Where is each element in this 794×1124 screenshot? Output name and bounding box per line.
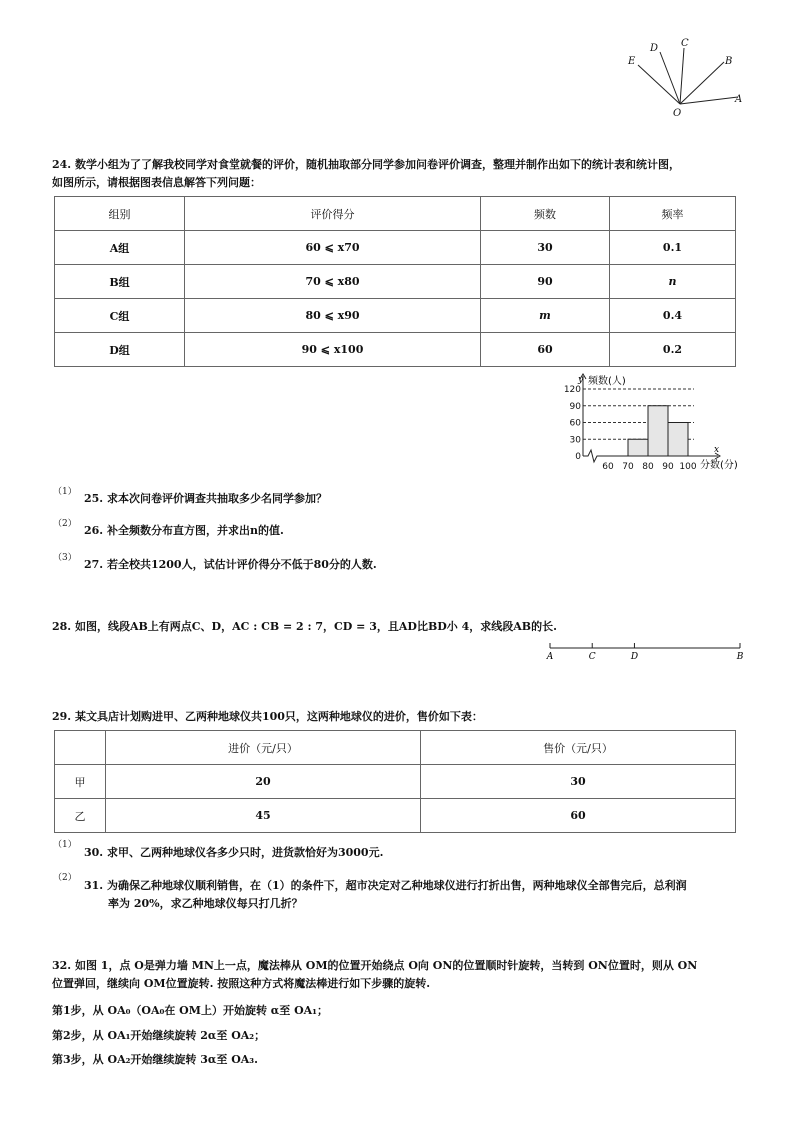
q32-step3: 第3步，从 OA₂开始继续旋转 3α至 OA₃. <box>52 1053 258 1066</box>
table-cell: 90 <box>481 265 610 299</box>
table-header: 频率 <box>610 197 736 231</box>
table-header: 进价（元/只） <box>106 731 421 765</box>
histogram-bars <box>628 406 688 456</box>
angle-label-c: C <box>681 38 689 49</box>
q29-table <box>54 730 736 833</box>
table-cell: m <box>481 299 610 333</box>
table-header <box>55 731 106 765</box>
angle-label-b: B <box>725 56 733 67</box>
table-cell: 60 <box>481 333 610 367</box>
table-cell: 乙 <box>55 799 106 833</box>
q24-part2-text: 26. 补全频数分布直方图，并求出n的值. <box>84 524 284 537</box>
angle-label-a: A <box>735 94 743 105</box>
q32-text-line2: 位置弹回，继续向 OM位置旋转. 按照这种方式将魔法棒进行如下步骤的旋转. <box>52 977 431 990</box>
q24-part1-text: 25. 求本次问卷评价调查共抽取多少名同学参加？ <box>84 492 327 505</box>
histogram-bar <box>668 423 688 457</box>
segment-point-label: C <box>588 652 596 662</box>
q29-part2-text-line1: 31. 为确保乙种地球仪顺利销售，在（1）的条件下，超市决定对乙种地球仪进行打折出售，两种地球仪全部售完后，总利润 <box>84 879 687 892</box>
x-tick-label: 70 <box>622 462 634 472</box>
x-tick-label: 80 <box>642 462 654 472</box>
table-cell: 60 <box>421 799 736 833</box>
angle-figure <box>620 34 750 122</box>
table-row <box>55 299 736 333</box>
angle-label-d: D <box>650 43 659 54</box>
table-row <box>55 799 736 833</box>
table-cell: 甲 <box>55 765 106 799</box>
angle-label-o: O <box>673 108 682 119</box>
y-axis-letter: y <box>578 375 584 385</box>
y-tick-label: 60 <box>569 418 581 429</box>
q24-text-line1: 24. 数学小组为了了解我校同学对食堂就餐的评价，随机抽取部分同学参加问卷评价调查，整理并制作出如下的统计表和统计图， <box>52 158 680 171</box>
table-cell: 30 <box>481 231 610 265</box>
table-cell: D组 <box>55 333 185 367</box>
table-header-row <box>55 731 736 765</box>
y-axis-label: 频数(人) <box>588 376 626 387</box>
y-tick-label: 0 <box>575 452 581 462</box>
x-tick-label: 100 <box>679 462 697 472</box>
table-cell: C组 <box>55 299 185 333</box>
q29-part1-number: （1） <box>53 840 77 850</box>
table-cell: 0.4 <box>610 299 736 333</box>
table-cell: 90 ⩽ x100 <box>185 333 481 367</box>
table-header: 组别 <box>55 197 185 231</box>
histogram-bar <box>648 406 668 456</box>
table-cell: 60 ⩽ x70 <box>185 231 481 265</box>
table-cell: 30 <box>421 765 736 799</box>
q24-table <box>54 196 736 367</box>
segment-point-label: B <box>736 652 744 662</box>
segment-point-label: A <box>546 652 554 662</box>
q29-part2-number: （2） <box>53 873 77 883</box>
histogram-bar <box>628 439 648 456</box>
table-cell: 20 <box>106 765 421 799</box>
q29-text: 29. 某文具店计划购进甲、乙两种地球仪共100只，这两种地球仪的进价，售价如下表： <box>52 710 483 723</box>
x-tick-label: 60 <box>602 462 614 472</box>
table-cell: A组 <box>55 231 185 265</box>
y-tick-label: 120 <box>563 385 581 395</box>
table-header: 评价得分 <box>185 197 481 231</box>
y-tick-label: 90 <box>569 401 581 412</box>
frequency-histogram <box>563 372 770 476</box>
angle-label-e: E <box>628 56 636 67</box>
table-cell: 0.1 <box>610 231 736 265</box>
table-cell: 45 <box>106 799 421 833</box>
table-header-row <box>55 197 736 231</box>
q24-text-line2: 如图所示，请根据图表信息解答下列问题： <box>52 176 261 189</box>
q24-part2-number: （2） <box>53 519 77 529</box>
table-cell: 0.2 <box>610 333 736 367</box>
table-cell: 70 ⩽ x80 <box>185 265 481 299</box>
q29-part1-text: 30. 求甲、乙两种地球仪各多少只时，进货款恰好为3000元. <box>84 846 384 859</box>
segment-figure <box>540 640 750 664</box>
q32-step1: 第1步，从 OA₀（OA₀在 OM上）开始旋转 α至 OA₁； <box>52 1004 328 1017</box>
table-row <box>55 333 736 367</box>
segment-point-label: D <box>630 652 639 662</box>
q32-text-line1: 32. 如图 1，点 O是弹力墙 MN上一点，魔法棒从 OM的位置开始绕点 O向 ON的位置顺时针旋转，当转到 ON位置时，则从 ON <box>52 959 698 972</box>
q28-text: 28. 如图，线段AB上有两点C、D，AC : CB = 2 : 7，CD = 3，且AD比BD小 4，求线段AB的长. <box>52 620 557 633</box>
x-axis-letter: x <box>714 445 720 455</box>
table-row <box>55 265 736 299</box>
q24-part3-text: 27. 若全校共1200人，试估计评价得分不低于80分的人数. <box>84 558 377 571</box>
q24-part3-number: （3） <box>53 553 77 563</box>
q29-part2-text-line2: 率为 20%，求乙种地球仪每只打几折？ <box>108 897 303 910</box>
table-row <box>55 231 736 265</box>
q32-step2: 第2步，从 OA₁开始继续旋转 2α至 OA₂； <box>52 1029 266 1042</box>
table-header: 频数 <box>481 197 610 231</box>
y-tick-label: 30 <box>569 435 581 446</box>
table-row <box>55 765 736 799</box>
x-tick-label: 90 <box>662 462 674 472</box>
table-cell: 80 ⩽ x90 <box>185 299 481 333</box>
table-header: 售价（元/只） <box>421 731 736 765</box>
q24-part1-number: （1） <box>53 487 77 497</box>
table-cell: n <box>610 265 736 299</box>
table-cell: B组 <box>55 265 185 299</box>
x-axis-label: 分数(分) <box>700 460 738 471</box>
